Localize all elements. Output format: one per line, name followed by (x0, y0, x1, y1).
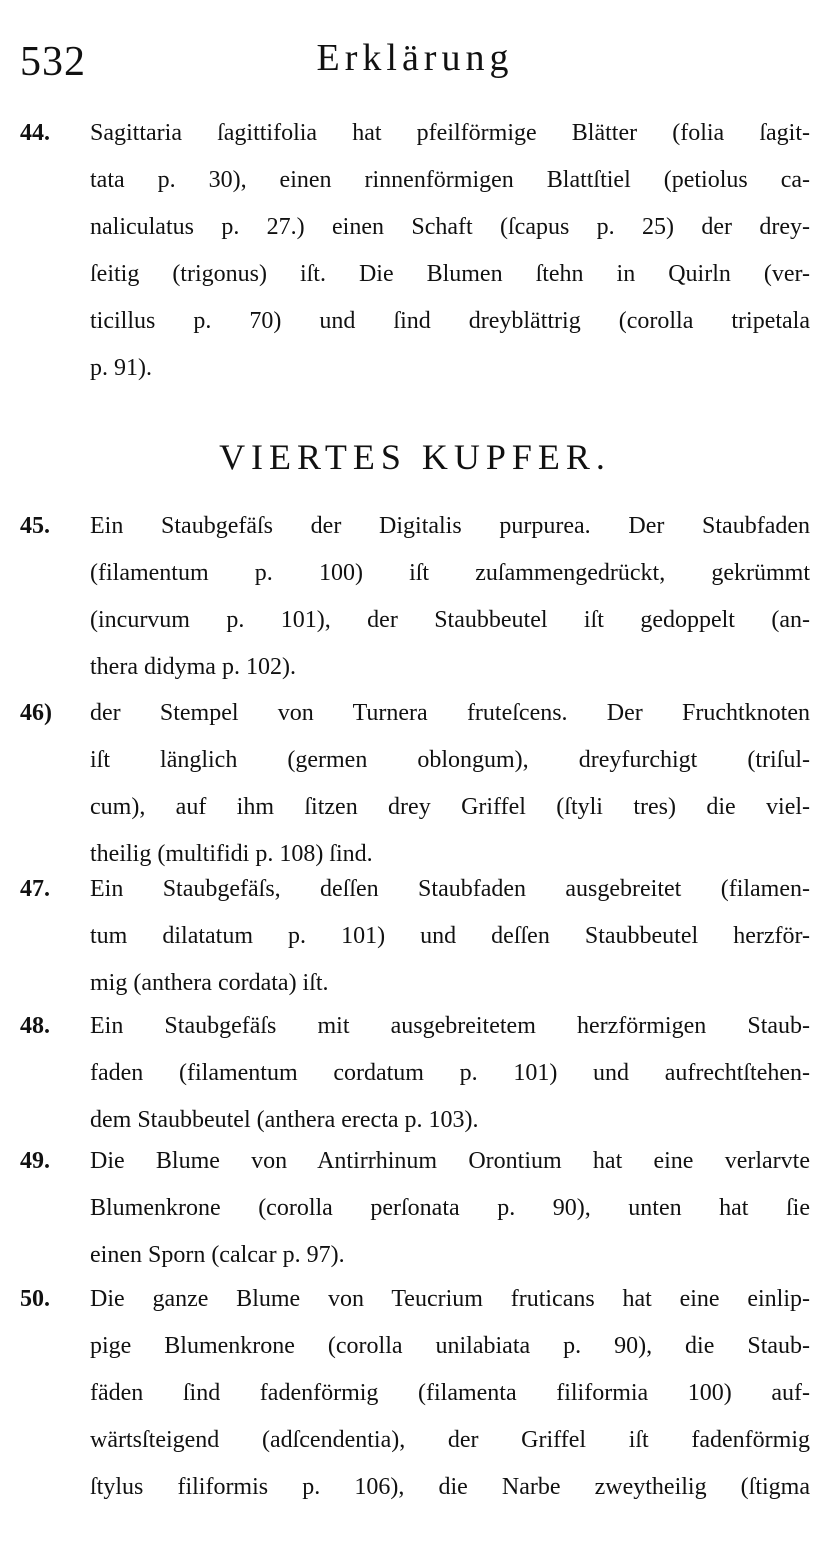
text-line: fäden ſind fadenförmig (filamenta filiformia 100) auf- (90, 1380, 810, 1406)
entry-48 (20, 1003, 810, 1144)
entry-number: 45. (20, 513, 50, 539)
text-line: ticillus p. 70) und ſind dreyblättrig (corolla tripetala (90, 308, 810, 334)
entry-number: 50. (20, 1286, 50, 1312)
entry-45 (20, 503, 810, 691)
page-number: 532 (20, 39, 86, 85)
entry-46 (20, 690, 810, 878)
text-line: mig (anthera cordata) iſt. (90, 970, 329, 996)
entry-47 (20, 866, 810, 1007)
text-line: Blumenkrone (corolla perſonata p. 90), unten hat ſie (90, 1195, 810, 1221)
entry-50 (20, 1276, 810, 1511)
entry-number: 47. (20, 876, 50, 902)
text-line: dem Staubbeutel (anthera erecta p. 103). (90, 1107, 479, 1133)
text-line: der Stempel von Turnera fruteſcens. Der Fruchtknoten (90, 700, 810, 726)
text-line: pige Blumenkrone (corolla unilabiata p. 90), die Staub- (90, 1333, 810, 1359)
text-line: wärtsſteigend (adſcendentia), der Griffel iſt fadenförmig (90, 1427, 810, 1453)
entry-44 (20, 110, 810, 392)
entry-text (20, 690, 810, 878)
text-line: thera didyma p. 102). (90, 654, 296, 680)
entry-text (20, 1276, 810, 1511)
text-line: faden (filamentum cordatum p. 101) und aufrechtſtehen- (90, 1060, 810, 1086)
entry-number: 49. (20, 1148, 50, 1174)
entry-text (20, 110, 810, 392)
text-line: einen Sporn (calcar p. 97). (90, 1242, 345, 1268)
entry-text (20, 866, 810, 1007)
text-line: Ein Staubgefäſs, deſſen Staubfaden ausgebreitet (filamen- (90, 876, 810, 902)
entry-text (20, 1003, 810, 1144)
text-line: ſeitig (trigonus) iſt. Die Blumen ſtehn in Quirln (ver- (90, 261, 810, 287)
text-line: Ein Staubgefäſs mit ausgebreitetem herzförmigen Staub- (90, 1013, 810, 1039)
text-line: Die ganze Blume von Teucrium fruticans hat eine einlip- (90, 1286, 810, 1312)
text-line: (incurvum p. 101), der Staubbeutel iſt gedoppelt (an- (90, 607, 810, 633)
section-heading: VIERTES KUPFER. (219, 437, 611, 477)
text-line: tata p. 30), einen rinnenförmigen Blattſtiel (petiolus ca- (90, 167, 810, 193)
text-line: iſt länglich (germen oblongum), dreyfurchigt (triſul- (90, 747, 810, 773)
text-line: theilig (multifidi p. 108) ſind. (90, 841, 373, 867)
entry-number: 46) (20, 700, 52, 726)
text-line: cum), auf ihm ſitzen drey Griffel (ſtyli tres) die viel- (90, 794, 810, 820)
text-line: Die Blume von Antirrhinum Orontium hat eine verlarvte (90, 1148, 810, 1174)
text-line: p. 91). (90, 355, 152, 381)
entry-text (20, 503, 810, 691)
entry-49 (20, 1138, 810, 1279)
text-line: ſtylus filiformis p. 106), die Narbe zweytheilig (ſtigma (90, 1474, 810, 1500)
text-line: Ein Staubgefäſs der Digitalis purpurea. Der Staubfaden (90, 513, 810, 539)
text-line: (filamentum p. 100) iſt zuſammengedrückt, gekrümmt (90, 560, 810, 586)
entry-number: 48. (20, 1013, 50, 1039)
entry-text (20, 1138, 810, 1279)
running-head: Erklärung (316, 37, 514, 79)
text-line: naliculatus p. 27.) einen Schaft (ſcapus p. 25) der drey- (90, 214, 810, 240)
text-line: Sagittaria ſagittifolia hat pfeilförmige Blätter (folia ſagit- (90, 120, 810, 146)
entry-number: 44. (20, 120, 50, 146)
text-line: tum dilatatum p. 101) und deſſen Staubbeutel herzför- (90, 923, 810, 949)
